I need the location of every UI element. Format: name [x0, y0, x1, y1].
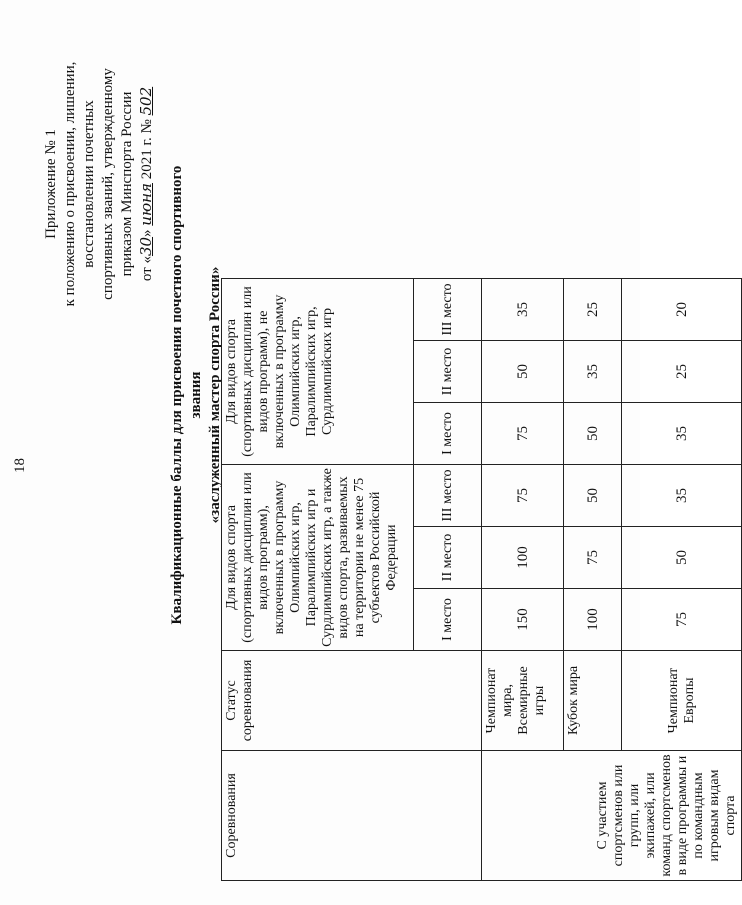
place-header: I место: [414, 589, 482, 651]
title-line: Квалификационные баллы для присвоения почетного спортивного звания: [169, 165, 204, 625]
date-month: июня: [137, 183, 155, 226]
points-cell: 75: [622, 589, 742, 651]
header-status: Статус соревнования: [222, 651, 482, 751]
points-cell: 35: [622, 465, 742, 527]
document-title: [168, 145, 225, 645]
points-cell: 75: [482, 403, 564, 465]
points-cell: 50: [482, 341, 564, 403]
points-cell: 100: [482, 527, 564, 589]
header-group-a: Для видов спорта (спортивных дисциплин или видов программ), включенных в программу Олимпийских игр, Паралимпийских игр и Сурдлимпийских игр, а также видов спорта, развиваемых на территории не менее 75 субъектов Российской Федерации: [222, 465, 414, 651]
table-row: [482, 279, 564, 881]
date-day: 30: [137, 236, 155, 257]
points-cell: 75: [482, 465, 564, 527]
page-number: 18: [12, 458, 28, 473]
place-header: III место: [414, 465, 482, 527]
header-group-b: Для видов спорта (спортивных дисциплин или видов программ), не включенных в программу Олимпийских игр, Паралимпийских игр, Сурдлимпийских игр: [222, 279, 414, 465]
date-prefix: от «: [139, 256, 155, 282]
points-cell: 100: [564, 589, 622, 651]
appendix-line: Приложение № 1: [43, 129, 59, 239]
place-header: I место: [414, 403, 482, 465]
place-header: III место: [414, 279, 482, 341]
points-cell: 50: [622, 527, 742, 589]
points-cell: 25: [622, 341, 742, 403]
appendix-header: [42, 19, 157, 349]
points-cell: 35: [482, 279, 564, 341]
points-cell: 50: [564, 403, 622, 465]
appendix-line: к положению о присвоении, лишении,: [62, 61, 78, 307]
points-cell: 35: [622, 403, 742, 465]
appendix-line: спортивных званий, утвержденному: [100, 68, 116, 300]
points-cell: 35: [564, 341, 622, 403]
place-header: II место: [414, 527, 482, 589]
points-cell: 150: [482, 589, 564, 651]
status-cell: Кубок мира: [564, 651, 622, 751]
appendix-line: восстановлении почетных: [81, 100, 97, 268]
date-year: 2021 г. №: [139, 115, 155, 184]
points-cell: 50: [564, 465, 622, 527]
date-mid: »: [139, 225, 155, 237]
header-competitions: Соревнования: [222, 751, 482, 881]
status-cell: Чемпионат мира, Всемирные игры: [482, 651, 564, 751]
points-cell: 20: [622, 279, 742, 341]
place-header: II место: [414, 341, 482, 403]
title-line: «заслуженный мастер спорта России»: [207, 266, 223, 524]
points-cell: 25: [564, 279, 622, 341]
competition-description: С участием спортсменов или групп, или экипажей, или команд спортсменов в виде программы и по командным игровым видам спорта: [482, 751, 742, 881]
appendix-line: приказом Минспорта России: [119, 91, 135, 277]
points-table: [221, 278, 742, 881]
appendix-date: [137, 19, 157, 349]
points-cell: 75: [564, 527, 622, 589]
order-number: 502: [137, 86, 155, 116]
status-cell: Чемпионат Европы: [622, 651, 742, 751]
